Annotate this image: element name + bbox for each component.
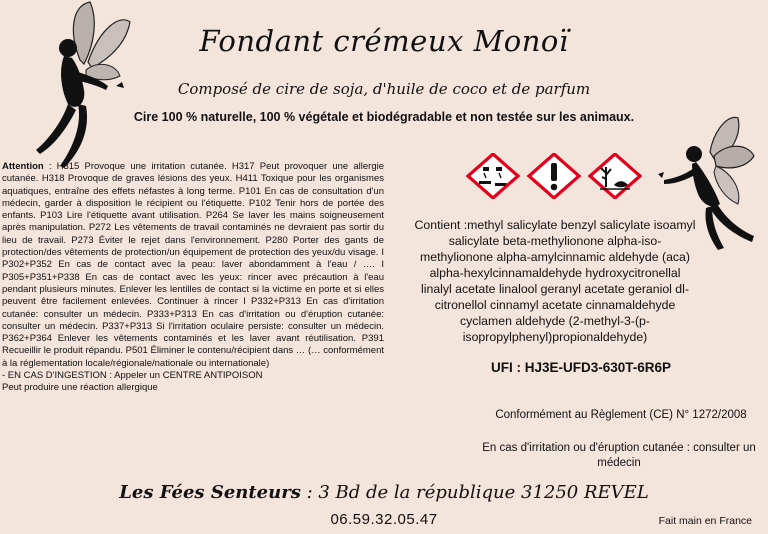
street-address: : 3 Bd de la république 31250 REVEL <box>300 482 649 503</box>
corrosion-icon <box>468 154 518 198</box>
warning-text: : H315 Provoque une irritation cutanée. H317 Peut provoquer une allergie cutanée. H318 Provoque de graves lésions des yeux. H411 Toxique pour les organismes aquatiques, entraîne des effets néfastes à long terme. P101 En cas de consultation d'un médecin, garder à disposition le récipient ou l'étiquette. P102 Tenir hors de portée des enfants. P103 Lire l'étiquette avant utilisation. P264 Se laver les mains soigneusement après manipulation. P272 Les vêtements de travail contaminés ne devraient pas sortir du lieu de travail. P273 Éviter le rejet dans l'environnement. P280 Porter des gants de protection/des vêtements de protection/un équipement de protection des yeux/du visage. I P302+P352 En cas de contact avec la peau: laver abondamment à l'eau / …. I P305+P351+P338 En cas de contact avec les yeux: rincer avec précaution à l'eau pendant plusieurs minutes. Enlever les lentilles de contact si la victime en porte et si elles peuvent être facilement enlevées. Continuer à rincer I P332+P313 En cas d'irritation cutanée: consulter un médecin. P333+P313 En cas d'irritation ou d'éruption cutanée: consulter un médecin. P337+P313 Si l'irritation oculaire persiste: consulter un médecin. P362+P364 Enlever les vêtements contaminés et les laver avant réutilisation. P391 Recueillir le produit répandu. P501 Éliminer le contenu/récipient dans … (… conformément à la réglementation locale/régionale/nationale ou internationale) <box>2 161 384 369</box>
warning-block <box>2 161 384 395</box>
product-tagline: Cire 100 % naturelle, 100 % végétale et biodégradable et non testée sur les animaux. <box>133 110 635 124</box>
ingredients-list: Contient :methyl salicylate benzyl salicylate isoamyl salicylate beta-methylionone alpha-iso-methylionone alpha-amylcinnamic aldehyde (aca) alpha-hexylcinnamaldehyde hydroxycitronellal linalyl acetate linalool geranyl acetate geraniol dl-citronellol cinnamyl acetate cinnamaldehyde cyclamen aldehyde (2-methyl-3-(p-isopropylphenyl)propionaldehyde) <box>414 218 696 344</box>
ufi-code: UFI : HJ3E-UFD3-630T-6R6P <box>490 360 672 375</box>
hazard-pictograms <box>466 153 642 199</box>
regulation-note: Conformément au Règlement (CE) N° 1272/2008 <box>495 409 747 421</box>
allergy-warning: Peut produire une réaction allergique <box>2 382 158 394</box>
warning-label: Attention <box>2 161 44 172</box>
product-subtitle: Composé de cire de soja, d'huile de coco et de parfum <box>177 80 591 98</box>
phone-number: 06.59.32.05.47 <box>330 511 438 528</box>
brand-name: Les Fées Senteurs <box>119 482 301 503</box>
environment-icon <box>590 154 640 198</box>
irritation-advice: En cas d'irritation ou d'éruption cutanée : consulter un médecin <box>482 442 756 469</box>
exclamation-icon <box>529 154 579 198</box>
address-line <box>0 482 768 503</box>
made-in-label: Fait main en France <box>658 515 752 527</box>
ingestion-warning: - EN CAS D'INGESTION : Appeler un CENTRE ANTIPOISON <box>2 370 263 382</box>
product-title: Fondant crémeux Monoï <box>199 24 569 58</box>
